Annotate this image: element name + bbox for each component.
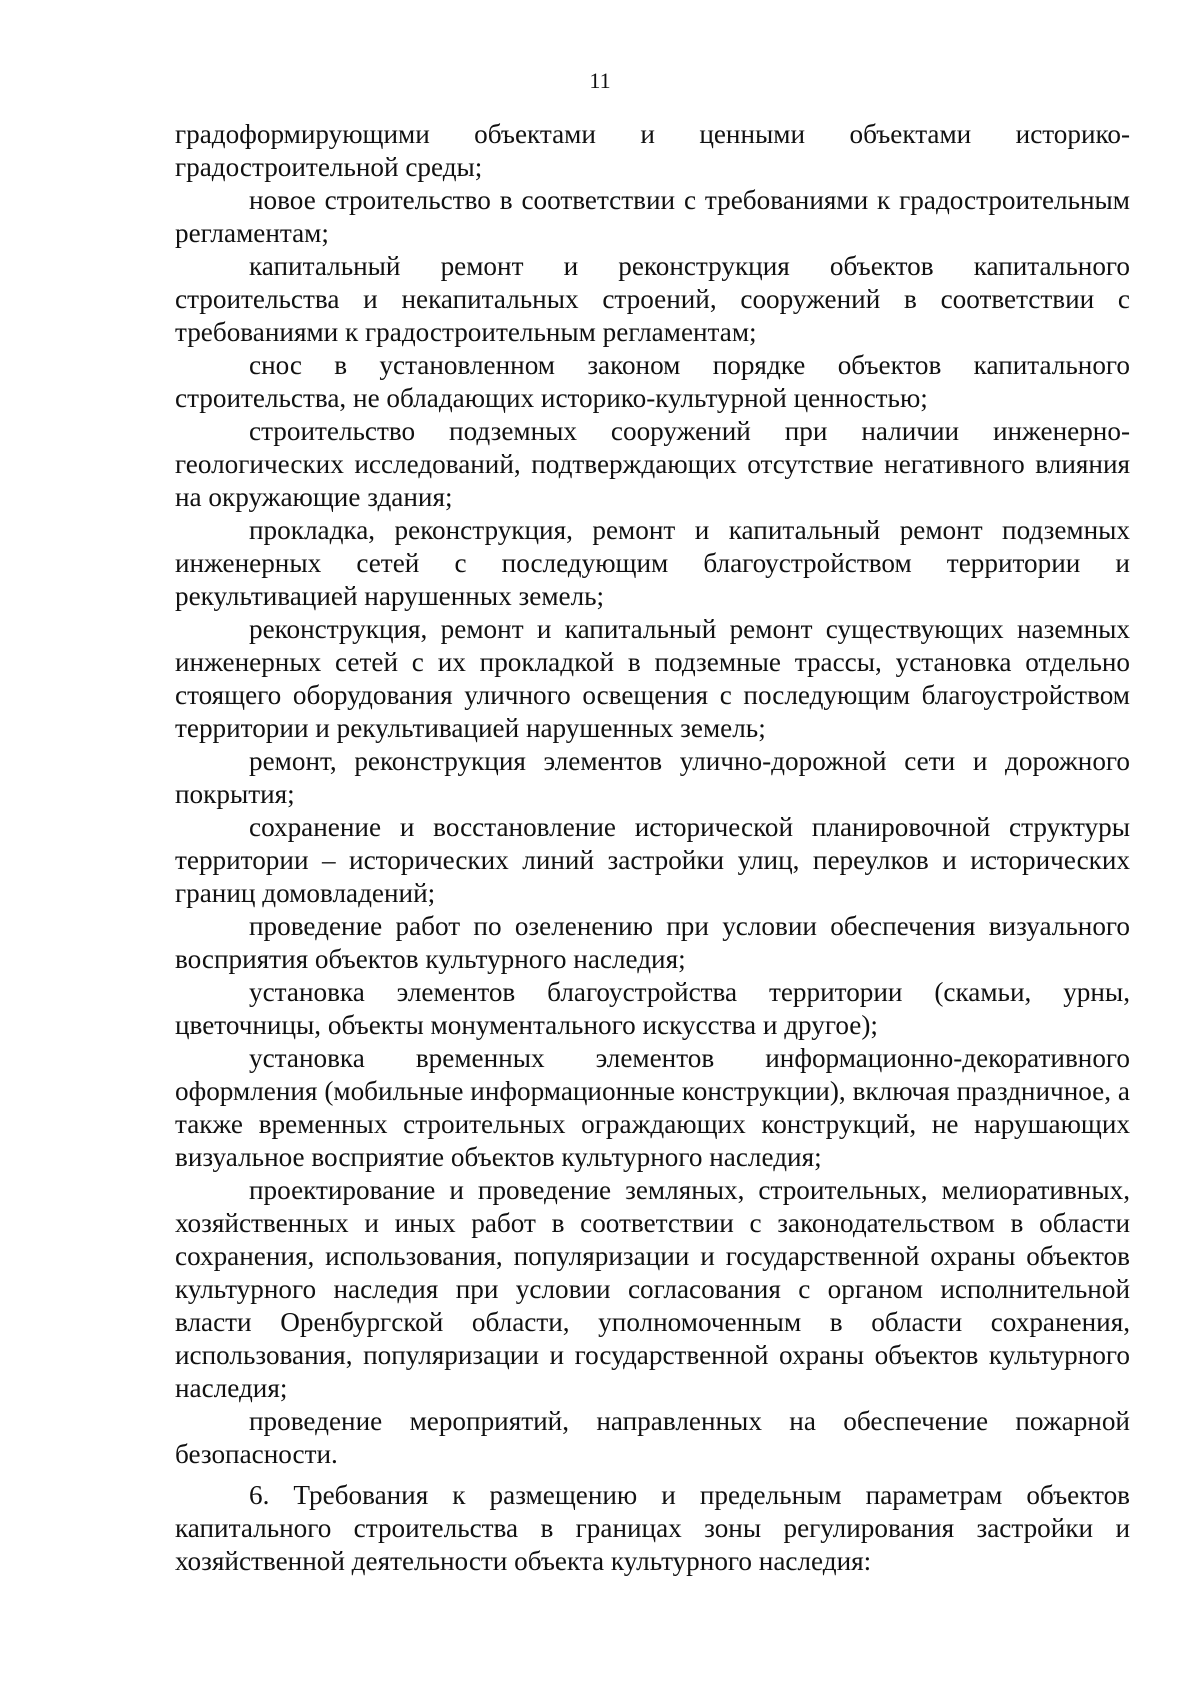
page-number: 11 [589,68,611,93]
list-item-capital-repair: капитальный ремонт и реконструкция объектов капитального строительства и некапитальных строений, сооружений в соответствии с требованиями к градостроительным регламентам; [175,251,1130,347]
list-item-surface-networks: реконструкция, ремонт и капитальный ремонт существующих наземных инженерных сетей с их прокладкой в подземные трассы, установка отдельно стоящего оборудования уличного освещения с последующим благоустройством территории и рекультивацией нарушенных земель; [175,614,1130,743]
list-item-underground-construction: строительство подземных сооружений при наличии инженерно-геологических исследований, подтверждающих отсутствие негативного влияния на окружающие здания; [175,416,1130,512]
paragraph-continuation: градоформирующими объектами и ценными объектами историко-градостроительной среды; [175,119,1130,182]
document-body [175,118,1130,1578]
section-6-requirements: 6. Требования к размещению и предельным параметрам объектов капитального строительства в границах зоны регулирования застройки и хозяйственной деятельности объекта культурного наследия: [175,1480,1130,1576]
list-item-underground-networks: прокладка, реконструкция, ремонт и капитальный ремонт подземных инженерных сетей с последующим благоустройством территории и рекультивацией нарушенных земель; [175,515,1130,611]
list-item-planning-structure: сохранение и восстановление исторической планировочной структуры территории – исторических линий застройки улиц, переулков и исторических границ домовладений; [175,812,1130,908]
list-item-improvement-elements: установка элементов благоустройства территории (скамьи, урны, цветочницы, объекты монументального искусства и другое); [175,977,1130,1040]
list-item-road-network: ремонт, реконструкция элементов улично-дорожной сети и дорожного покрытия; [175,746,1130,809]
list-item-new-construction: новое строительство в соответствии с требованиями к градостроительным регламентам; [175,185,1130,248]
list-item-fire-safety: проведение мероприятий, направленных на обеспечение пожарной безопасности. [175,1406,1130,1469]
list-item-demolition: снос в установленном законом порядке объектов капитального строительства, не обладающих историко-культурной ценностью; [175,350,1130,413]
list-item-design-works: проектирование и проведение земляных, строительных, мелиоративных, хозяйственных и иных работ в соответствии с законодательством в области сохранения, использования, популяризации и государственной охраны объектов культурного наследия при условии согласования с органом исполнительной власти Оренбургской области, уполномоченным в области сохранения, использования, популяризации и государственной охраны объектов культурного наследия; [175,1175,1130,1403]
list-item-temporary-decoration: установка временных элементов информационно-декоративного оформления (мобильные информационные конструкции), включая праздничное, а также временных строительных ограждающих конструкций, не нарушающих визуальное восприятие объектов культурного наследия; [175,1043,1130,1172]
list-item-landscaping: проведение работ по озеленению при условии обеспечения визуального восприятия объектов культурного наследия; [175,911,1130,974]
